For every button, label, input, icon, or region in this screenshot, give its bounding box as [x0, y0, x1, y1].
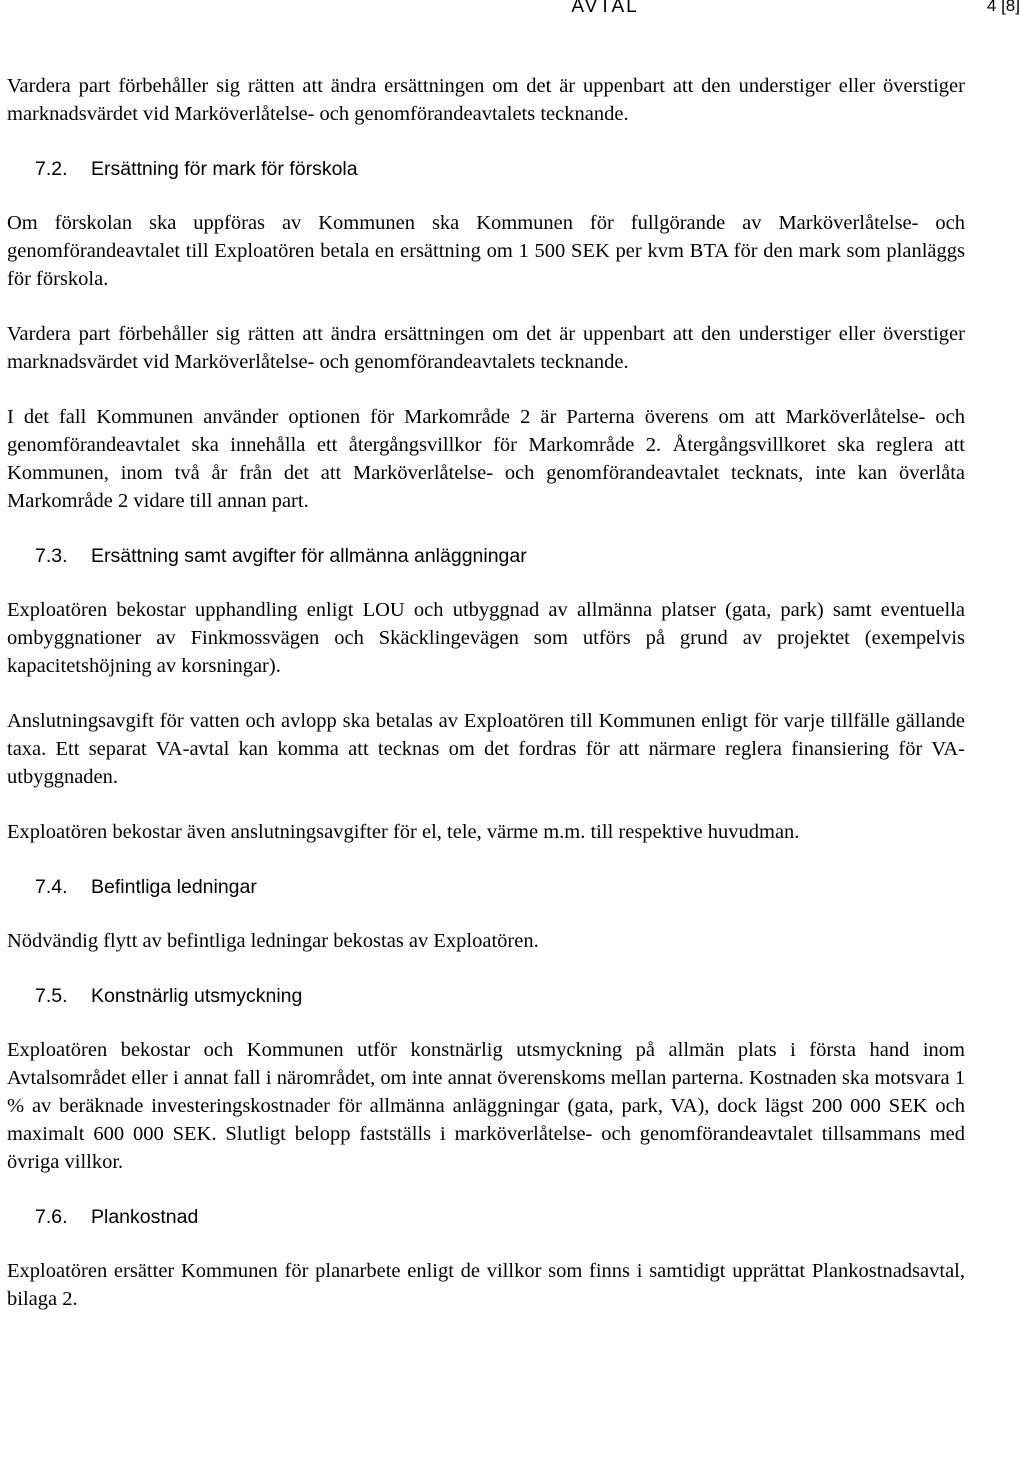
paragraph: Nödvändig flytt av befintliga ledningar bekostas av Exploatören. — [7, 930, 539, 952]
document-header-title: AVTAL — [571, 0, 639, 17]
document-body — [7, 72, 965, 1340]
paragraph: Vardera part förbehåller sig rätten att ändra ersättningen om det är uppenbart att den understiger eller överstiger marknadsvärdet vid Marköverlåtelse- och genomförandeavtalets tecknande. — [7, 323, 965, 373]
section-heading-7-6 — [7, 1203, 965, 1231]
section-heading-7-4 — [7, 873, 965, 901]
section-title: Konstnärlig utsmyckning — [91, 985, 303, 1007]
page-number: 4 [8] — [986, 0, 1020, 15]
section-title: Ersättning samt avgifter för allmänna anläggningar — [91, 545, 527, 567]
paragraph: I det fall Kommunen använder optionen för Markområde 2 är Parterna överens om att Marköverlåtelse- och genomförandeavtalet ska innehålla ett återgångsvillkor för Markområde 2. Återgångsvillkoret ska reglera att Kommunen, inom två år från det att Marköverlåtelse- och genomförandeavtalet tecknats, inte kan överlåta Markområde 2 vidare till annan part. — [7, 406, 965, 512]
section-number: 7.2. — [35, 158, 68, 180]
paragraph: Exploatören bekostar upphandling enligt LOU och utbyggnad av allmänna platser (gata, park) samt eventuella ombyggnationer av Finkmossvägen och Skäcklingevägen som utförs på grund av projektet (exempelvis kapacitetshöjning av korsningar). — [7, 599, 965, 677]
section-heading-7-3 — [7, 542, 965, 570]
section-heading-7-5 — [7, 982, 965, 1010]
paragraph: Exploatören ersätter Kommunen för planarbete enligt de villkor som finns i samtidigt upprättat Plankostnadsavtal, bilaga 2. — [7, 1260, 965, 1310]
paragraph: Vardera part förbehåller sig rätten att ändra ersättningen om det är uppenbart att den understiger eller överstiger marknadsvärdet vid Marköverlåtelse- och genomförandeavtalets tecknande. — [7, 75, 965, 125]
section-title: Ersättning för mark för förskola — [91, 158, 358, 180]
section-title: Befintliga ledningar — [91, 876, 257, 898]
section-number: 7.3. — [35, 545, 68, 567]
section-title: Plankostnad — [91, 1206, 199, 1228]
paragraph: Exploatören bekostar även anslutningsavgifter för el, tele, värme m.m. till respektive huvudman. — [7, 821, 800, 843]
paragraph: Om förskolan ska uppföras av Kommunen ska Kommunen för fullgörande av Marköverlåtelse- och genomförandeavtalet till Exploatören betala en ersättning om 1 500 SEK per kvm BTA för den mark som planläggs för förskola. — [7, 212, 965, 290]
paragraph: Anslutningsavgift för vatten och avlopp ska betalas av Exploatören till Kommunen enligt för varje tillfälle gällande taxa. Ett separat VA-avtal kan komma att tecknas om det fordras för att närmare reglera finansiering för VA-utbyggnaden. — [7, 710, 965, 788]
section-number: 7.4. — [35, 876, 68, 898]
section-number: 7.6. — [35, 1206, 68, 1228]
section-number: 7.5. — [35, 985, 68, 1007]
section-heading-7-2 — [7, 155, 965, 183]
paragraph: Exploatören bekostar och Kommunen utför konstnärlig utsmyckning på allmän plats i första hand inom Avtalsområdet eller i annat fall i närområdet, om inte annat överenskoms mellan parterna. Kostnaden ska motsvara 1 % av beräknade investeringskostnader för allmänna anläggningar (gata, park, VA), dock lägst 200 000 SEK och maximalt 600 000 SEK. Slutligt belopp fastställs i marköverlåtelse- och genomförandeavtalet tillsammans med övriga villkor. — [7, 1039, 965, 1173]
